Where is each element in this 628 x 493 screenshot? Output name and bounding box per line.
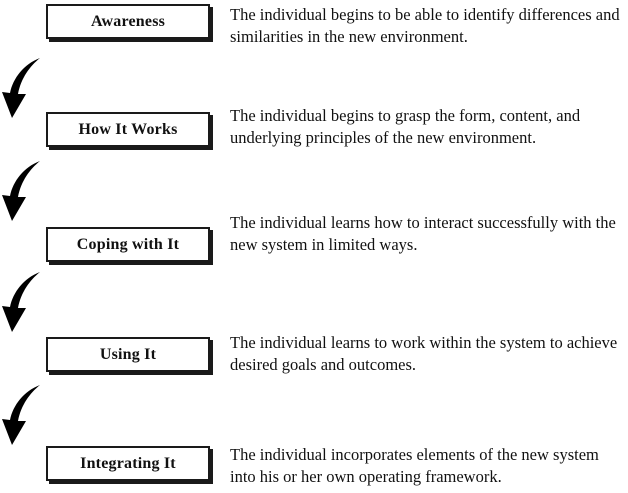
stage-box-using-it — [46, 337, 210, 372]
stage-box-awareness — [46, 4, 210, 39]
stage-box-coping-with-it — [46, 227, 210, 262]
stage-label: Using It — [99, 345, 157, 363]
stage-description: The individual learns to work within the system to achieve desired goals and outcomes. — [230, 333, 618, 374]
stage-box-integrating-it — [46, 446, 210, 481]
stage-label: Coping with It — [76, 235, 180, 253]
stage-label: Awareness — [90, 12, 166, 30]
curved-down-arrow-icon — [0, 159, 42, 223]
curved-down-arrow-icon — [0, 56, 42, 120]
stage-description: The individual incorporates elements of the new system into his or her own operating framework. — [230, 445, 599, 486]
stage-label: How It Works — [78, 120, 178, 138]
stage-description: The individual begins to be able to identify differences and similarities in the new environment. — [230, 5, 620, 46]
stage-description: The individual begins to grasp the form, content, and underlying principles of the new environment. — [230, 106, 581, 147]
stage-label: Integrating It — [80, 454, 176, 472]
curved-down-arrow-icon — [0, 383, 42, 447]
curved-down-arrow-icon — [0, 270, 42, 334]
stage-description: The individual learns how to interact successfully with the new system in limited ways. — [230, 213, 616, 254]
stage-box-how-it-works — [46, 112, 210, 147]
